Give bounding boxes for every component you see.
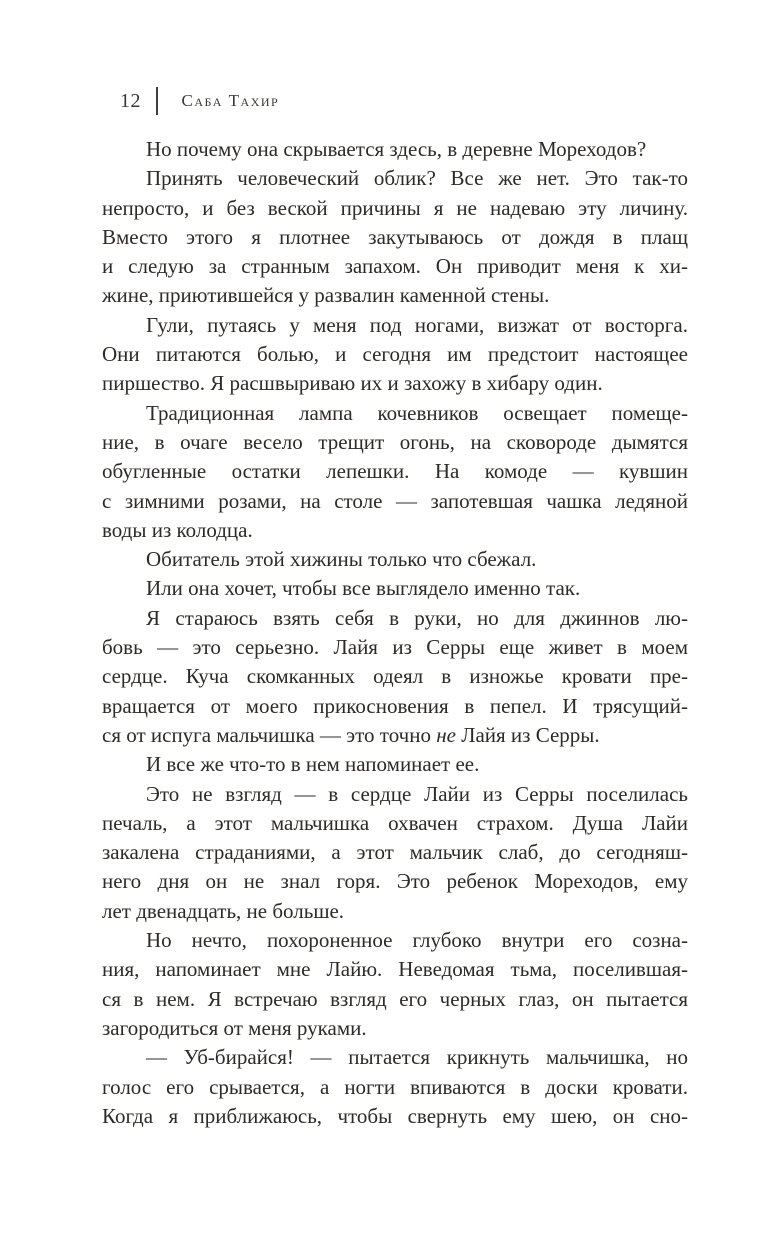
text-line: бовь — это серьезно. Лайя из Серры еще живет в моем (102, 635, 688, 660)
text-line: пиршество. Я расшвыриваю их и захожу в хибару один. (102, 371, 603, 396)
text-line: Или она хочет, чтобы все выглядело именно так. (146, 576, 581, 601)
text-line: воды из колодца. (102, 517, 253, 542)
paragraph (102, 135, 688, 164)
text-line: вращается от моего прикосновения в пепел. И трясущий- (102, 693, 688, 718)
text-line: обугленные остатки лепешки. На комоде — кувшин (102, 459, 688, 484)
page-body (102, 135, 688, 1131)
text-line: — Уб-бирайся! — пытается крикнуть мальчишка, но (146, 1045, 688, 1070)
paragraph (102, 545, 688, 574)
header-divider (156, 87, 158, 115)
text-line: Я стараюсь взять себя в руки, но для джиннов лю- (146, 605, 688, 630)
text-line: голос его срывается, а ногти впиваются в доски кровати. (102, 1074, 688, 1099)
text-line: ние, в очаге весело трещит огонь, на сковороде дымятся (102, 429, 688, 454)
text-line: ся в нем. Я встречаю взгляд его черных глаз, он пытается (102, 986, 688, 1011)
text-line: Принять человеческий облик? Все же нет. Это так-то (146, 166, 688, 191)
paragraph (102, 750, 688, 779)
text-line: и следую за странным запахом. Он приводит меня к хи- (102, 254, 688, 279)
paragraph (102, 574, 688, 603)
paragraph (102, 311, 688, 399)
text-line: с зимними розами, на столе — запотевшая чашка ледяной (102, 488, 688, 513)
text-line: лет двенадцать, не больше. (102, 898, 345, 923)
paragraph (102, 164, 688, 310)
text-line: Но нечто, похороненное глубоко внутри его созна- (146, 928, 688, 953)
text-line: печаль, а этот мальчишка охвачен страхом. Душа Лайи (102, 810, 688, 835)
text-line: загородиться от меня руками. (102, 1015, 367, 1040)
text-line: ся от испуга мальчишка — это точно не Лайя из Серры. (102, 722, 600, 747)
paragraph (102, 399, 688, 545)
author-name: Саба Тахир (181, 91, 280, 110)
page-header (102, 86, 279, 116)
text-line: Гули, путаясь у меня под ногами, визжат от восторга. (146, 312, 688, 337)
text-line: Это не взгляд — в сердце Лайи из Серры поселилась (146, 781, 688, 806)
text-line: закалена страданиями, а этот мальчик слаб, до сегодняш- (102, 840, 688, 865)
text-line: сердце. Куча скомканных одеял в изножье кровати пре- (102, 664, 688, 689)
text-line: Традиционная лампа кочевников освещает помеще- (146, 400, 688, 425)
text-line: него дня он не знал горя. Это ребенок Мореходов, ему (102, 869, 688, 894)
paragraph (102, 604, 688, 750)
text-line: непросто, и без веской причины я не надеваю эту личину. (102, 195, 688, 220)
text-line: Но почему она скрывается здесь, в деревне Мореходов? (146, 137, 647, 161)
text-line: жине, приютившейся у развалин каменной стены. (102, 283, 550, 308)
text-line: Когда я приближаюсь, чтобы свернуть ему шею, он сно- (102, 1103, 688, 1128)
text-line: И все же что-то в нем напоминает ее. (146, 752, 480, 777)
text-line: Вместо этого я плотнее закутываюсь от дождя в плащ (102, 224, 688, 249)
text-line: Обитатель этой хижины только что сбежал. (146, 547, 537, 572)
text-line: ния, напоминает мне Лайю. Неведомая тьма, поселившая- (102, 957, 688, 982)
paragraph (102, 780, 688, 926)
text-line: Они питаются болью, и сегодня им предстоит настоящее (102, 342, 688, 367)
page-number: 12 (120, 89, 141, 112)
paragraph (102, 1043, 688, 1131)
paragraph (102, 926, 688, 1043)
